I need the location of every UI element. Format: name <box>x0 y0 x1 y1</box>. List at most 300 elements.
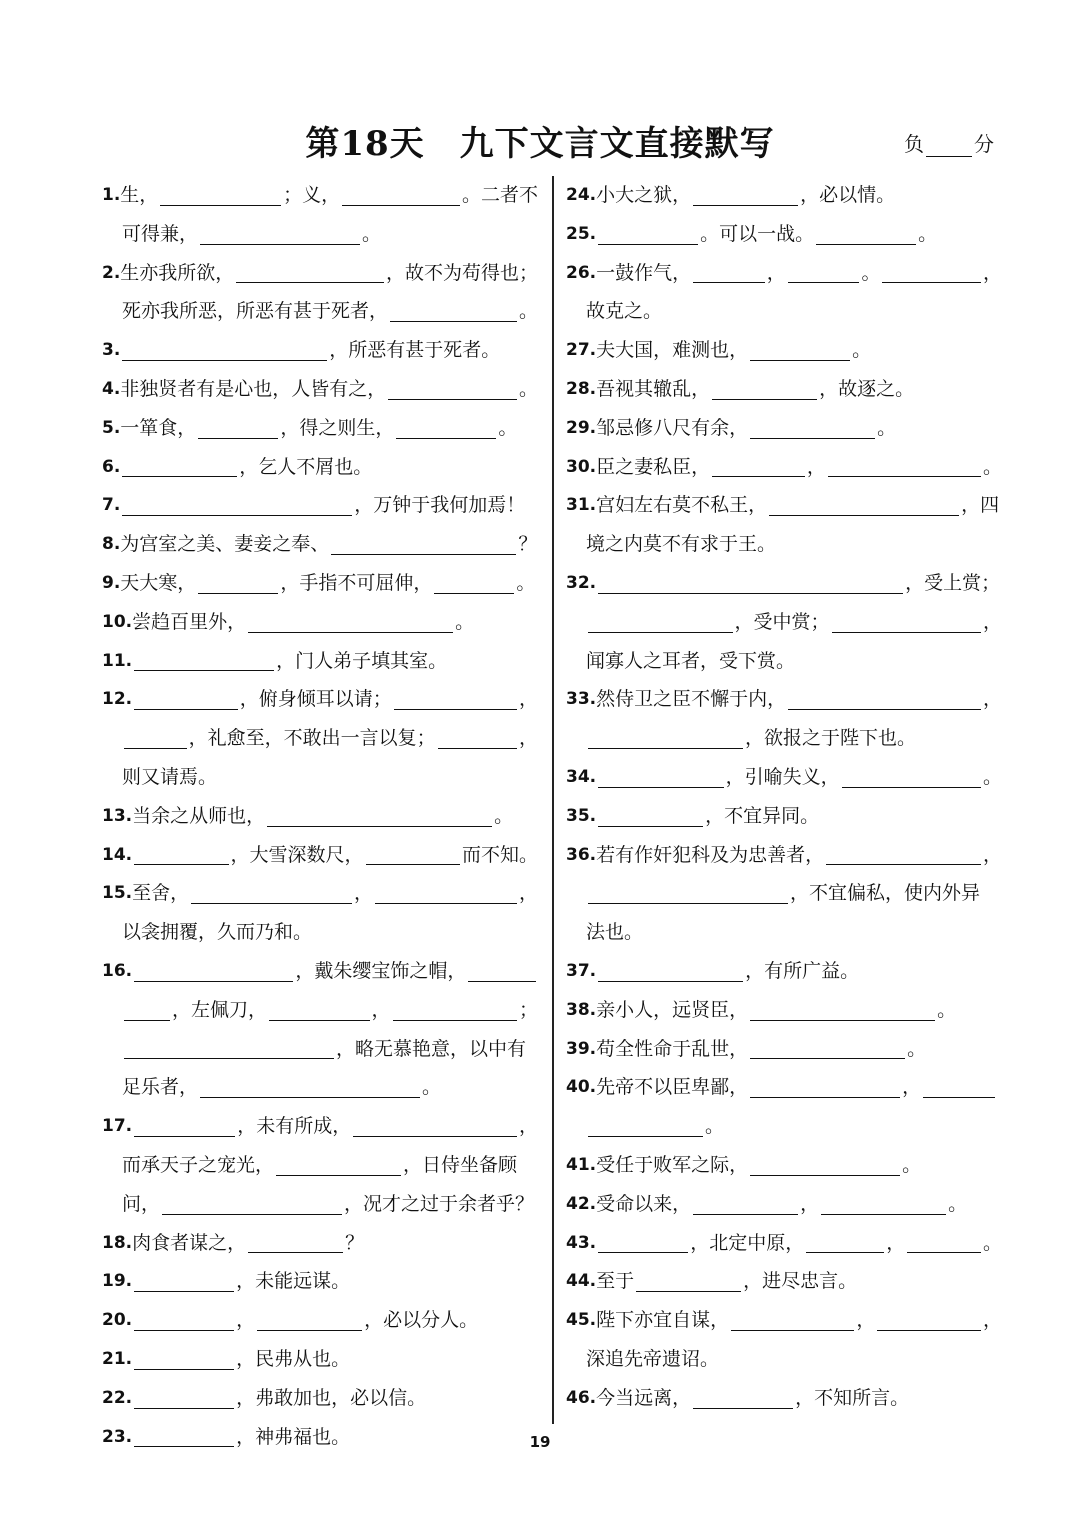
question-line <box>566 1340 1002 1379</box>
question-text: ，受中赏； <box>734 610 830 633</box>
question-text: 。 <box>518 300 538 323</box>
question-text: ， <box>766 261 786 284</box>
answer-blank[interactable] <box>257 1310 362 1331</box>
question-text: 可得兼， <box>122 222 199 245</box>
question-line <box>102 564 538 603</box>
question-line <box>566 1262 1002 1301</box>
question-number: 7. <box>102 495 121 516</box>
answer-blank[interactable] <box>842 767 981 788</box>
question-text: ，所恶有甚于死者。 <box>329 339 501 362</box>
answer-blank[interactable] <box>598 224 698 245</box>
answer-blank[interactable] <box>588 612 733 633</box>
question-line <box>102 448 538 487</box>
question-text: 尝趋百里外， <box>132 610 247 633</box>
question-text: ， <box>518 688 538 711</box>
question-number: 1. <box>102 185 121 205</box>
question-number: 37. <box>566 960 597 981</box>
question-text: ，日侍坐备顾 <box>403 1153 518 1176</box>
answer-blank[interactable] <box>806 1232 884 1253</box>
answer-blank[interactable] <box>122 495 352 516</box>
question-number: 44. <box>566 1271 597 1292</box>
question-line <box>566 486 1002 525</box>
answer-blank[interactable] <box>396 418 496 439</box>
question-text: 。 <box>948 1192 968 1215</box>
answer-blank[interactable] <box>750 1155 900 1176</box>
question-text: ， <box>236 1309 256 1332</box>
question-text: 。 <box>877 416 897 439</box>
question-text: 生亦我所欲， <box>120 261 235 284</box>
question-number: 19. <box>102 1271 133 1292</box>
question-text: 。 <box>422 1076 442 1099</box>
question-number: 4. <box>102 378 121 399</box>
question-line <box>102 1379 538 1418</box>
question-line <box>102 1224 538 1263</box>
question-text: ， <box>886 1231 906 1254</box>
question-text: ，四 <box>961 494 1000 517</box>
question-line <box>566 642 1002 681</box>
question-line <box>566 448 1002 487</box>
question-number: 14. <box>102 844 133 865</box>
question-number: 17. <box>102 1116 133 1137</box>
question-line <box>102 603 538 642</box>
question-number: 13. <box>102 805 133 826</box>
answer-blank[interactable] <box>750 1038 905 1059</box>
question-text: 。 <box>518 377 538 400</box>
question-text: 故克之。 <box>586 300 663 323</box>
question-line <box>566 1224 1002 1263</box>
answer-blank[interactable] <box>393 1000 517 1021</box>
question-text: 。 <box>982 455 1002 478</box>
answer-blank[interactable] <box>468 961 536 982</box>
answer-blank[interactable] <box>636 1271 741 1292</box>
question-text: ，未有所成， <box>237 1115 352 1138</box>
question-text: 。可以一战。 <box>700 222 815 245</box>
question-text: ？ <box>518 533 538 556</box>
question-text: 先帝不以臣卑鄙， <box>596 1076 749 1099</box>
question-text: 以衾拥覆，久而乃和。 <box>122 921 313 944</box>
question-text: ，有所广益。 <box>745 959 860 982</box>
question-number: 9. <box>102 572 121 593</box>
answer-blank[interactable] <box>821 1194 946 1215</box>
question-text: 天大寒， <box>120 571 197 594</box>
question-number: 41. <box>566 1154 597 1175</box>
question-text: ，左佩刀， <box>171 998 267 1021</box>
question-line <box>566 215 1002 254</box>
score-prefix: 负 <box>904 132 924 156</box>
answer-blank[interactable] <box>124 1000 170 1021</box>
question-line <box>102 719 538 758</box>
question-text: ，礼愈至，不敢出一言以复； <box>188 727 436 750</box>
question-text: 至于 <box>596 1270 635 1293</box>
question-line <box>102 680 538 719</box>
question-line <box>102 1301 538 1340</box>
question-text: 而不知。 <box>461 843 538 866</box>
question-text: 至舍， <box>132 882 190 905</box>
answer-blank[interactable] <box>394 689 517 710</box>
question-line <box>566 991 1002 1030</box>
answer-blank[interactable] <box>248 1232 343 1253</box>
question-line <box>566 758 1002 797</box>
question-line <box>566 1185 1002 1224</box>
answer-blank[interactable] <box>598 806 703 827</box>
question-text: ，不知所言。 <box>795 1386 910 1409</box>
answer-blank[interactable] <box>769 495 959 516</box>
question-line <box>102 1340 538 1379</box>
question-text: ， <box>982 1309 1002 1332</box>
question-line <box>102 292 538 331</box>
answer-blank[interactable] <box>331 534 516 555</box>
question-text: 。 <box>494 804 514 827</box>
answer-blank[interactable] <box>342 185 460 206</box>
answer-blank[interactable] <box>388 379 517 400</box>
question-number: 36. <box>566 844 597 865</box>
answer-blank[interactable] <box>134 1271 234 1292</box>
answer-blank[interactable] <box>124 728 187 749</box>
question-text: ， <box>856 1309 876 1332</box>
question-text: 。 <box>516 571 536 594</box>
question-text: 。二者不 <box>461 184 538 206</box>
answer-blank[interactable] <box>200 1077 420 1098</box>
answer-blank[interactable] <box>390 301 517 322</box>
question-number: 34. <box>566 766 597 787</box>
question-text: ，必以分人。 <box>364 1309 479 1332</box>
question-text: 。 <box>861 261 881 284</box>
question-line <box>566 603 1002 642</box>
answer-blank[interactable] <box>122 456 237 477</box>
answer-blank[interactable] <box>693 1388 793 1409</box>
answer-blank[interactable] <box>826 844 981 865</box>
answer-blank[interactable] <box>198 573 278 594</box>
question-line <box>102 1068 538 1107</box>
question-line <box>102 1185 538 1224</box>
answer-blank[interactable] <box>598 961 743 982</box>
answer-blank[interactable] <box>134 1116 235 1137</box>
question-line <box>566 564 1002 603</box>
question-line <box>102 1146 538 1185</box>
question-text: ，弗敢加也，必以信。 <box>236 1386 427 1409</box>
question-text: 苟全性命于乱世， <box>596 1037 749 1060</box>
question-text: 。 <box>902 1153 922 1176</box>
question-text: ， <box>982 688 1002 711</box>
question-text: ，故不为苟得也； <box>385 261 538 284</box>
question-text: 一箪食， <box>120 416 197 439</box>
answer-blank[interactable] <box>712 456 805 477</box>
question-text: ，进尽忠言。 <box>743 1270 858 1293</box>
question-text: 一鼓作气， <box>596 261 692 284</box>
question-text: ，得之则生， <box>280 416 395 439</box>
question-text: ，未能远谋。 <box>236 1270 351 1293</box>
question-number: 21. <box>102 1348 133 1369</box>
question-text: 生， <box>120 184 159 206</box>
question-text: ， <box>518 727 538 750</box>
page-title: 第18天 九下文言文直接默写 <box>305 124 775 164</box>
question-number: 2. <box>102 262 121 283</box>
question-text: 则又请焉。 <box>122 765 218 788</box>
answer-blank[interactable] <box>134 1388 234 1409</box>
question-line <box>102 176 538 215</box>
question-line <box>566 1146 1002 1185</box>
question-text: 。 <box>982 765 1002 788</box>
question-text: ，民弗从也。 <box>236 1347 351 1370</box>
question-text: 小大之狱， <box>596 184 692 206</box>
answer-blank[interactable] <box>788 689 981 710</box>
page-number: 19 <box>529 1433 551 1451</box>
question-text: ，神弗福也。 <box>236 1425 351 1448</box>
question-text: 陛下亦宜自谋， <box>596 1309 730 1332</box>
question-text: 深追先帝遗诏。 <box>586 1347 720 1370</box>
question-text: ，俯身倾耳以请； <box>239 688 392 711</box>
answer-blank[interactable] <box>191 883 352 904</box>
column-divider <box>552 176 554 1424</box>
question-text: 足乐者， <box>122 1076 199 1099</box>
question-text: 宫妇左右莫不私王， <box>596 494 768 517</box>
question-text: 问， <box>122 1192 161 1215</box>
question-text: 。 <box>937 998 957 1021</box>
question-text: 夫大国，难测也， <box>596 339 749 362</box>
question-text: 邹忌修八尺有余， <box>596 416 749 439</box>
question-line <box>102 874 538 913</box>
question-line <box>566 1030 1002 1069</box>
question-text: ，受上赏； <box>905 571 1001 594</box>
question-line <box>102 486 538 525</box>
answer-blank[interactable] <box>731 1310 854 1331</box>
question-text: 受命以来， <box>596 1192 692 1215</box>
answer-blank[interactable] <box>588 1116 703 1137</box>
question-number: 27. <box>566 340 597 361</box>
question-line <box>102 836 538 875</box>
answer-blank[interactable] <box>598 573 903 594</box>
answer-blank[interactable] <box>832 612 981 633</box>
question-text: ，北定中原， <box>690 1231 805 1254</box>
answer-blank[interactable] <box>134 961 293 982</box>
answer-blank[interactable] <box>750 340 850 361</box>
question-line <box>566 409 1002 448</box>
question-line <box>566 913 1002 952</box>
question-text: ，万钟于我何加焉！ <box>354 494 526 517</box>
question-line <box>102 331 538 370</box>
question-number: 33. <box>566 689 597 710</box>
answer-blank[interactable] <box>200 224 360 245</box>
answer-blank[interactable] <box>134 650 274 671</box>
question-text: 受任于败军之际， <box>596 1153 749 1176</box>
question-line <box>102 1030 538 1069</box>
question-line <box>102 254 538 293</box>
answer-blank[interactable] <box>788 262 860 283</box>
answer-blank[interactable] <box>907 1232 981 1253</box>
question-number: 6. <box>102 456 121 477</box>
question-text: ， <box>982 843 1002 866</box>
question-number: 45. <box>566 1310 597 1331</box>
question-number: 26. <box>566 262 597 283</box>
answer-blank[interactable] <box>134 689 238 710</box>
answer-blank[interactable] <box>134 1349 234 1370</box>
question-number: 16. <box>102 960 133 981</box>
question-text: ，略无慕艳意，以中有 <box>336 1037 527 1060</box>
answer-blank[interactable] <box>816 224 916 245</box>
question-number: 25. <box>566 223 597 244</box>
answer-blank[interactable] <box>236 262 384 283</box>
question-number: 18. <box>102 1232 133 1253</box>
question-text: ； <box>518 998 538 1021</box>
question-text: ，门人弟子填其室。 <box>276 649 448 672</box>
answer-blank[interactable] <box>877 1310 981 1331</box>
question-line <box>102 797 538 836</box>
question-text: 然侍卫之臣不懈于内， <box>596 688 787 711</box>
question-text: 闻寡人之耳者，受下赏。 <box>586 649 796 672</box>
question-number: 42. <box>566 1193 597 1214</box>
answer-blank[interactable] <box>375 883 517 904</box>
question-line <box>566 680 1002 719</box>
question-text: ， <box>800 1192 820 1215</box>
question-line <box>566 874 1002 913</box>
question-line <box>102 1262 538 1301</box>
question-number: 29. <box>566 417 597 438</box>
answer-blank[interactable] <box>588 883 788 904</box>
question-number: 11. <box>102 650 133 671</box>
answer-blank[interactable] <box>366 844 460 865</box>
question-text: ，乞人不屑也。 <box>239 455 373 478</box>
question-line <box>566 836 1002 875</box>
left-column <box>102 176 538 1456</box>
question-text: ，引喻失义， <box>725 765 840 788</box>
answer-blank[interactable] <box>353 1116 517 1137</box>
question-text: 。 <box>982 1231 1002 1254</box>
question-text: 臣之妻私臣， <box>596 455 711 478</box>
question-line <box>102 409 538 448</box>
answer-blank[interactable] <box>693 262 765 283</box>
question-number: 23. <box>102 1426 133 1447</box>
answer-blank[interactable] <box>160 185 281 206</box>
question-text: 为宫室之美、妻妾之奉、 <box>120 533 330 556</box>
question-number: 38. <box>566 999 597 1020</box>
score-blank[interactable] <box>926 136 972 157</box>
question-line <box>102 370 538 409</box>
question-line <box>566 292 1002 331</box>
question-text: ， <box>518 1115 538 1138</box>
question-number: 20. <box>102 1310 133 1331</box>
answer-blank[interactable] <box>923 1077 995 1098</box>
answer-blank[interactable] <box>162 1194 342 1215</box>
question-text: ， <box>902 1076 922 1099</box>
question-line <box>566 952 1002 991</box>
question-text: 若有作奸犯科及为忠善者， <box>596 843 825 866</box>
question-text: 而承天子之宠光， <box>122 1153 275 1176</box>
question-line <box>566 525 1002 564</box>
question-number: 22. <box>102 1387 133 1408</box>
answer-blank[interactable] <box>693 1194 798 1215</box>
question-text: ，手指不可屈伸， <box>280 571 433 594</box>
question-number: 40. <box>566 1077 597 1098</box>
question-text: ， <box>806 455 826 478</box>
answer-blank[interactable] <box>750 1000 935 1021</box>
question-number: 39. <box>566 1038 597 1059</box>
question-line <box>566 1379 1002 1418</box>
answer-blank[interactable] <box>248 612 453 633</box>
question-text: ？ <box>345 1231 365 1254</box>
question-text: 境之内莫不有求于王。 <box>586 533 777 556</box>
question-line <box>102 642 538 681</box>
question-text: 吾视其辙乱， <box>596 377 711 400</box>
question-text: ，不宜偏私，使内外异 <box>790 882 981 905</box>
answer-blank[interactable] <box>712 379 817 400</box>
answer-blank[interactable] <box>750 418 875 439</box>
question-text: ， <box>354 882 374 905</box>
question-line <box>566 254 1002 293</box>
answer-blank[interactable] <box>598 1232 688 1253</box>
question-text: 。 <box>498 416 518 439</box>
question-number: 3. <box>102 340 121 361</box>
score-field <box>904 128 994 157</box>
question-text: ，大雪深数尺， <box>230 843 364 866</box>
answer-blank[interactable] <box>750 1077 900 1098</box>
question-text: 肉食者谋之， <box>132 1231 247 1254</box>
answer-blank[interactable] <box>134 1310 234 1331</box>
question-text: ，不宜异同。 <box>705 804 820 827</box>
question-line <box>102 525 538 564</box>
question-text: ，必以情。 <box>800 184 896 206</box>
question-text: 亲小人，远贤臣， <box>596 998 749 1021</box>
score-suffix: 分 <box>974 132 994 156</box>
answer-blank[interactable] <box>267 806 492 827</box>
question-number: 43. <box>566 1232 597 1253</box>
question-line <box>566 370 1002 409</box>
question-number: 31. <box>566 495 597 516</box>
answer-blank[interactable] <box>438 728 517 749</box>
question-text: ， <box>982 610 1002 633</box>
question-number: 24. <box>566 185 597 205</box>
question-line <box>566 1301 1002 1340</box>
question-line <box>102 913 538 952</box>
question-line <box>102 991 538 1030</box>
question-number: 8. <box>102 534 121 555</box>
question-line <box>566 1107 1002 1146</box>
answer-blank[interactable] <box>198 418 278 439</box>
answer-blank[interactable] <box>122 340 327 361</box>
question-number: 5. <box>102 417 121 438</box>
answer-blank[interactable] <box>134 844 228 865</box>
question-number: 28. <box>566 378 597 399</box>
question-text: 。 <box>705 1115 725 1138</box>
answer-blank[interactable] <box>828 456 981 477</box>
answer-blank[interactable] <box>693 185 798 206</box>
question-number: 32. <box>566 572 597 593</box>
question-text: 法也。 <box>586 921 644 944</box>
question-line <box>566 331 1002 370</box>
answer-blank[interactable] <box>276 1155 401 1176</box>
question-text: 。 <box>918 222 938 245</box>
question-text: ， <box>371 998 391 1021</box>
question-line <box>566 797 1002 836</box>
answer-blank[interactable] <box>882 262 981 283</box>
question-text: ， <box>982 261 1002 284</box>
question-line <box>102 952 538 991</box>
question-text: 。 <box>907 1037 927 1060</box>
question-line <box>102 758 538 797</box>
question-text: ，况才之过于余者乎？ <box>344 1192 535 1215</box>
answer-blank[interactable] <box>598 767 723 788</box>
question-text: 非独贤者有是心也，人皆有之， <box>120 377 387 400</box>
question-text: 当余之从师也， <box>132 804 266 827</box>
answer-blank[interactable] <box>269 1000 370 1021</box>
question-text: ；义， <box>283 184 341 206</box>
question-line <box>102 1107 538 1146</box>
question-number: 12. <box>102 689 133 710</box>
answer-blank[interactable] <box>588 728 743 749</box>
question-text: 死亦我所恶，所恶有甚于死者， <box>122 300 389 323</box>
question-number: 46. <box>566 1387 597 1408</box>
answer-blank[interactable] <box>434 573 514 594</box>
answer-blank[interactable] <box>124 1038 334 1059</box>
